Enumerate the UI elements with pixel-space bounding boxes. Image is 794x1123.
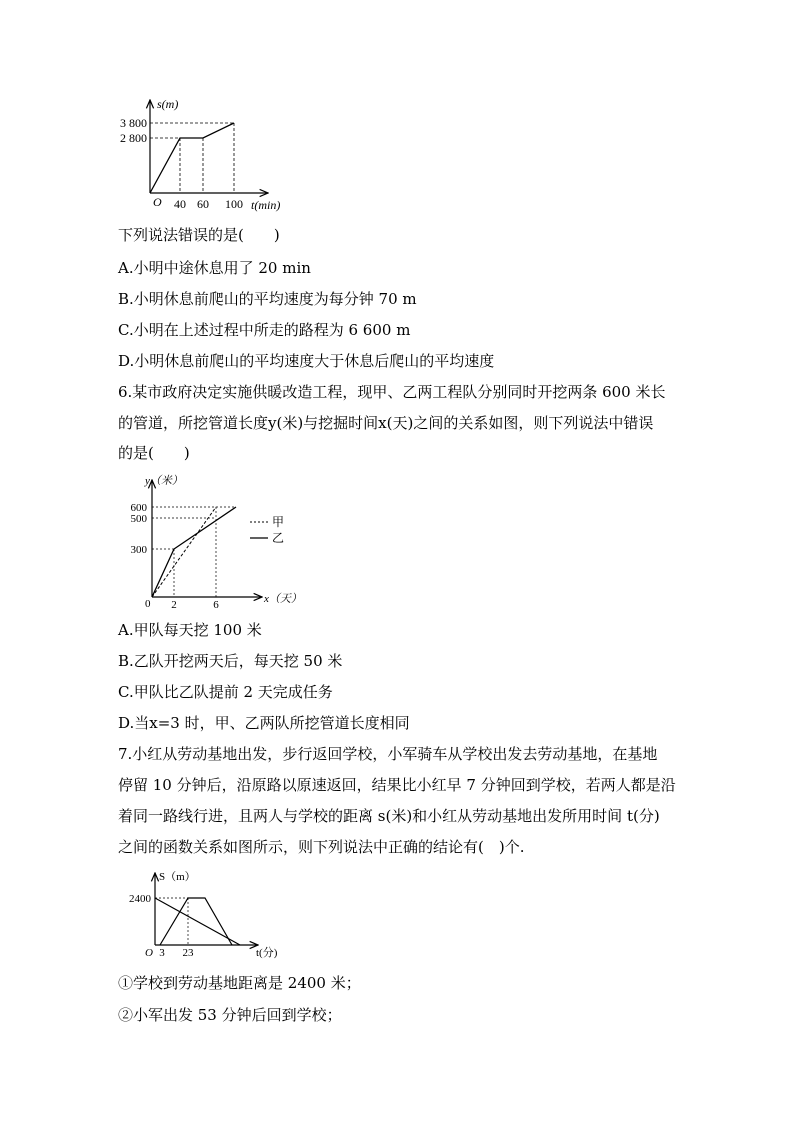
q6-stem-line-3: 的是( )	[118, 444, 190, 462]
graph2-x-tick-6: 6	[213, 599, 219, 611]
q7-statement-2: ②小军出发 53 分钟后回到学校；	[118, 1006, 342, 1024]
q6-option-a: A.甲队每天挖 100 米	[118, 621, 262, 639]
q7-stem-line-2: 停留 10 分钟后，沿原路以原速返回，结果比小红早 7 分钟回到学校，若两人都是沿	[118, 776, 676, 794]
q6-option-c: C.甲队比乙队提前 2 天完成任务	[118, 683, 333, 701]
q6-option-d: D.当x=3 时，甲、乙两队所挖管道长度相同	[118, 714, 410, 732]
graph1-x-tick-100: 100	[225, 197, 243, 211]
graph1-distance-line	[150, 123, 234, 193]
q6-stem-line-1: 6.某市政府决定实施供暖改造工程，现甲、乙两工程队分别同时开挖两条 600 米长	[118, 383, 666, 401]
graph1-y-label: s(m)	[157, 97, 179, 111]
graph2-origin: 0	[145, 598, 151, 610]
q7-stem-line-1: 7.小红从劳动基地出发，步行返回学校，小军骑车从学校出发去劳动基地，在基地	[118, 745, 658, 763]
graph3-line-xiaohong	[155, 898, 240, 945]
graph1-y-tick-3800: 3 800	[120, 116, 147, 130]
graph3-origin: O	[145, 947, 153, 959]
q5-option-d: D.小明休息前爬山的平均速度大于休息后爬山的平均速度	[118, 352, 495, 370]
q7-stem-line-3: 着同一路线行进，且两人与学校的距离 s(米)和小红从劳动基地出发所用时间 t(分)	[118, 807, 660, 825]
graph3-y-tick-2400: 2400	[129, 893, 151, 905]
q5-option-a: A.小明中途休息用了 20 min	[118, 259, 311, 277]
graph1-x-tick-40: 40	[174, 197, 186, 211]
q7-stem-line-4: 之间的函数关系如图所示，则下列说法中正确的结论有( )个.	[118, 838, 525, 856]
graph1-x-tick-60: 60	[197, 197, 209, 211]
graph3-x-label: t(分)	[256, 947, 278, 959]
graph2-line-yi	[152, 507, 236, 597]
graph1-origin: O	[153, 195, 162, 209]
graph2-y-tick-500: 500	[130, 513, 147, 525]
graph2-y-label: y（米）	[145, 475, 183, 487]
graph3-x-tick-23: 23	[182, 947, 194, 959]
graph2-legend-yi: 乙	[272, 531, 285, 545]
graph2-y-tick-300: 300	[130, 544, 147, 556]
graph3-line-xiaojun	[160, 898, 232, 945]
graph2-legend-jia: 甲	[272, 515, 285, 529]
q5-option-c: C.小明在上述过程中所走的路程为 6 600 m	[118, 321, 411, 339]
graph2-x-tick-2: 2	[171, 599, 177, 611]
graph1-x-label: t(min)	[251, 198, 281, 212]
q5-option-b: B.小明休息前爬山的平均速度为每分钟 70 m	[118, 290, 417, 308]
graph1-y-tick-2800: 2 800	[120, 131, 147, 145]
q6-option-b: B.乙队开挖两天后，每天挖 50 米	[118, 652, 343, 670]
q5-stem: 下列说法错误的是( )	[118, 226, 280, 244]
graph2-x-label: x（天）	[264, 593, 302, 605]
graph3-y-label: S（m）	[159, 871, 196, 883]
q6-stem-line-2: 的管道，所挖管道长度y(米)与挖掘时间x(天)之间的关系如图，则下列说法中错误	[118, 414, 654, 432]
graph2-y-tick-600: 600	[130, 502, 147, 514]
graph3-x-tick-3: 3	[159, 947, 165, 959]
q7-statement-1: ①学校到劳动基地距离是 2400 米；	[118, 974, 361, 992]
graph2-line-jia	[152, 507, 216, 597]
